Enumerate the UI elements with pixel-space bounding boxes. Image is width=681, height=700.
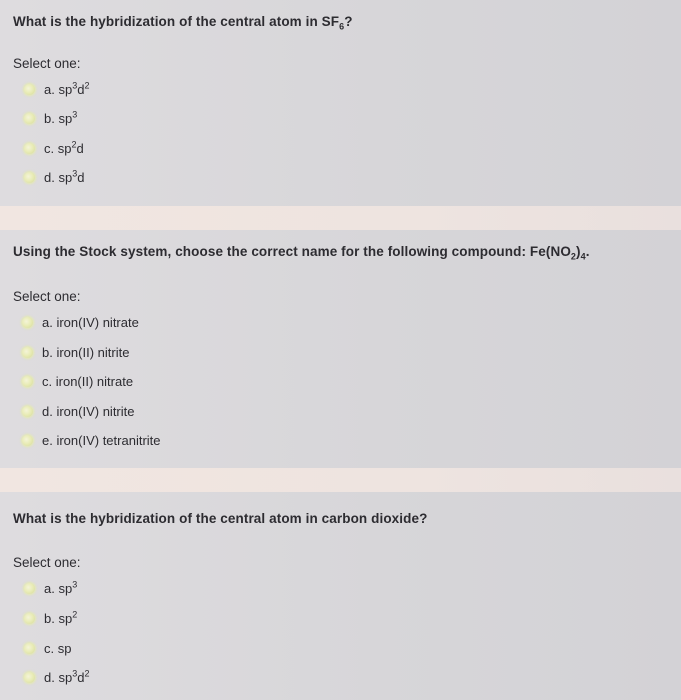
question-1-text: What is the hybridization of the central atom in $SF_6$? (13, 14, 353, 32)
q2-option-d[interactable] (22, 401, 135, 421)
option-label: c. sp (44, 640, 72, 656)
question-divider (0, 206, 681, 230)
question-1-select-label: Select one: (13, 56, 81, 71)
question-2 (0, 230, 681, 468)
radio-button[interactable] (24, 113, 35, 124)
q1-option-d[interactable] (24, 167, 84, 187)
option-label: e. iron(IV) tetranitrite (42, 432, 161, 448)
option-label: c. iron(II) nitrate (42, 373, 134, 389)
question-2-text: Using the Stock system, choose the correct name for the following compound: $Fe(NO_2)_4$. (13, 244, 590, 262)
radio-button[interactable] (24, 613, 35, 624)
radio-button[interactable] (22, 376, 33, 387)
q2-option-a[interactable] (22, 312, 139, 332)
option-label: b. iron(II) nitrite (42, 344, 130, 360)
q2-option-c[interactable] (22, 371, 133, 391)
option-label: d. iron(IV) nitrite (42, 403, 135, 419)
q1-option-b[interactable] (24, 108, 77, 128)
radio-button[interactable] (22, 317, 33, 328)
radio-button[interactable] (24, 643, 35, 654)
question-divider (0, 468, 681, 492)
question-1 (0, 0, 681, 206)
q3-option-b[interactable] (24, 608, 77, 628)
q2-option-b[interactable] (22, 342, 129, 362)
option-label: a. iron(IV) nitrate (42, 314, 139, 330)
radio-button[interactable] (24, 583, 35, 594)
option-label: c. $sp^2d$ (44, 139, 84, 156)
q3-option-d[interactable] (24, 667, 89, 687)
option-label: d. $sp^3d^2$ (44, 668, 90, 685)
q2-option-e[interactable] (22, 430, 161, 450)
q1-option-a[interactable] (24, 79, 89, 99)
option-label: b. $sp^3$ (44, 109, 78, 126)
q1-option-c[interactable] (24, 138, 84, 158)
radio-button[interactable] (24, 143, 35, 154)
option-label: a. $sp^3d^2$ (44, 80, 90, 97)
q3-option-c[interactable] (24, 638, 71, 658)
question-3-select-label: Select one: (13, 555, 81, 570)
radio-button[interactable] (22, 347, 33, 358)
option-label: d. $sp^3d$ (44, 168, 85, 185)
question-3 (0, 492, 681, 700)
option-label: b. $sp^2$ (44, 609, 78, 626)
radio-button[interactable] (22, 406, 33, 417)
option-label: a. $sp^3$ (44, 579, 78, 596)
radio-button[interactable] (24, 84, 35, 95)
question-3-text: What is the hybridization of the central atom in carbon dioxide? (13, 511, 428, 526)
q3-option-a[interactable] (24, 578, 77, 598)
question-2-select-label: Select one: (13, 289, 81, 304)
radio-button[interactable] (24, 172, 35, 183)
radio-button[interactable] (22, 435, 33, 446)
radio-button[interactable] (24, 672, 35, 683)
